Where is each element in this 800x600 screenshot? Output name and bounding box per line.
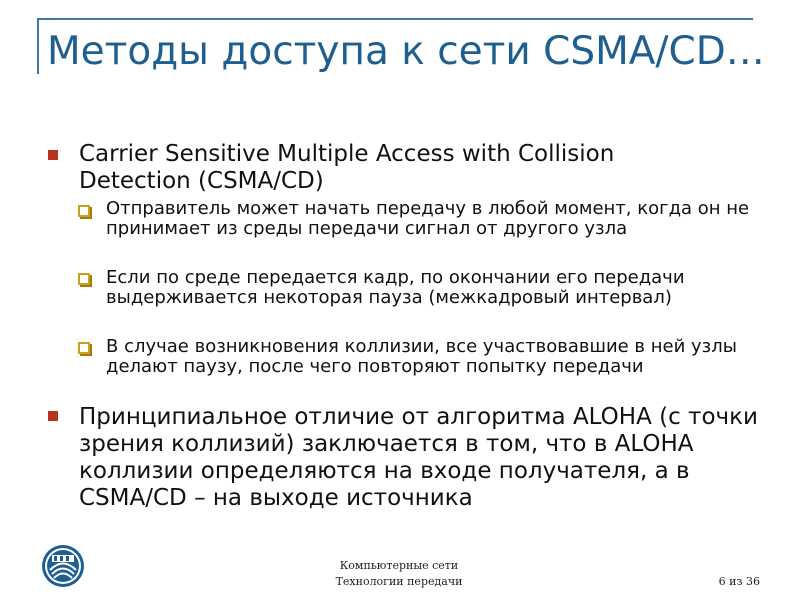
footer-course: Компьютерные сети	[339, 559, 459, 572]
sub-bullet-text-3: В случае возникновения коллизии, все участвовавшие в ней узлы делают паузу, после чего повторяют попытку передачи	[106, 336, 737, 377]
square-bullet-icon	[48, 411, 58, 421]
unn-logo-icon	[40, 543, 86, 589]
bullet-text-1: Carrier Sensitive Multiple Access with Collision Detection (CSMA/CD)	[79, 141, 615, 194]
left-frame-line	[37, 18, 39, 74]
slide-title: Методы доступа к сети CSMA/CD…	[47, 29, 765, 74]
hollow-bullet-icon	[78, 273, 90, 285]
square-bullet-icon	[48, 150, 58, 160]
sub-bullet-text-2: Если по среде передается кадр, по окончании его передачи выдерживается некоторая пауза (межкадровый интервал)	[106, 267, 685, 308]
bullet-text-2: Принципиальное отличие от алгоритма ALOHA (с точки зрения коллизий) заключается в том, что в ALOHA коллизии определяются на входе получателя, а в CSMA/CD – на выходе источника	[79, 404, 758, 511]
page-number: 6 из 36	[718, 575, 760, 588]
footer-topic: Технологии передачи	[335, 575, 463, 588]
hollow-bullet-icon	[78, 342, 90, 354]
hollow-bullet-icon	[78, 205, 90, 217]
top-frame-line	[37, 18, 753, 20]
sub-bullet-text-1: Отправитель может начать передачу в любой момент, когда он не принимает из среды передачи сигнал от другого узла	[106, 198, 750, 239]
